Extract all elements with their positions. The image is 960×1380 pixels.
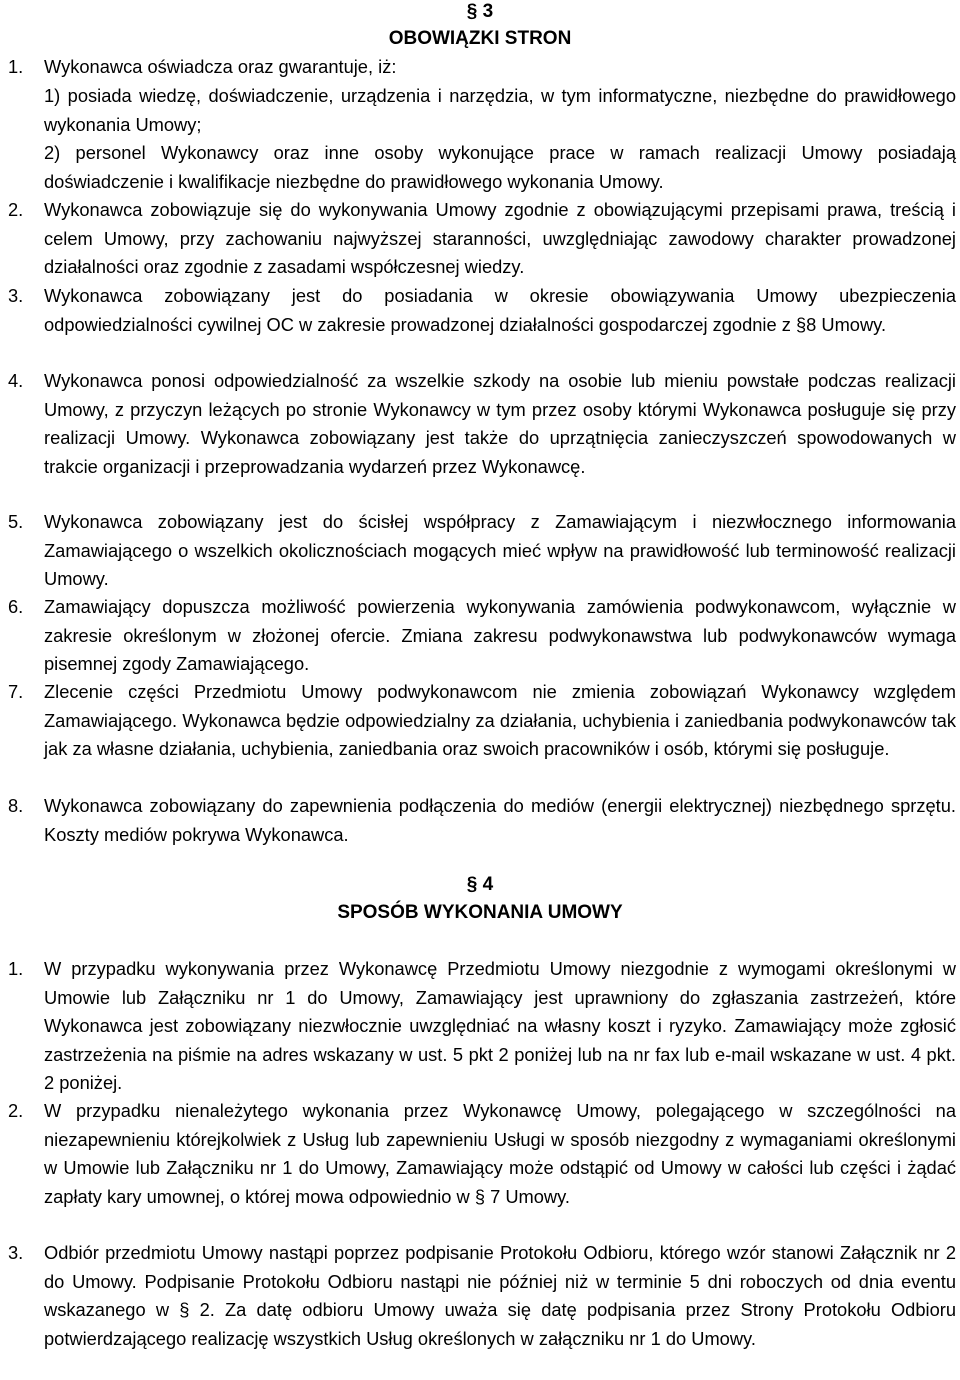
sub-item: 2) personel Wykonawcy oraz inne osoby wykonujące prace w ramach realizacji Umowy posiadają doświadczenie i kwalifikacje niezbędne do prawidłowego wykonania Umowy. (44, 142, 956, 192)
item-number: 1. (8, 56, 24, 77)
item-number: 6. (8, 596, 24, 617)
item-number: 3. (8, 1242, 24, 1263)
list-item (8, 593, 956, 679)
item-text: Odbiór przedmiotu Umowy nastąpi poprzez podpisanie Protokołu Odbioru, którego wzór stanowi Załącznik nr 2 do Umowy. Podpisanie Protokołu Odbioru nastąpi nie później niż w terminie 5 dni roboczych od dnia eventu wskazanego w § 2. Za datę odbioru Umowy uważa się datę podpisania przez Strony Protokołu Odbioru potwierdzającego realizację wszystkich Usług określonych w załączniku nr 1 do Umowy. (44, 1242, 956, 1349)
item-number: 8. (8, 795, 24, 816)
section-number: § 3 (466, 1, 494, 22)
list-item (8, 1097, 956, 1211)
item-text: W przypadku nienależytego wykonania przez Wykonawcę Umowy, polegającego w szczególności na niezapewnieniu którejkolwiek z Usług lub zapewnieniu Usługi w sposób niezgodny z wymaganiami określonymi w Umowie lub Załączniku nr 1 do Umowy, Zamawiający może odstąpić od Umowy w całości lub części i żądać zapłaty kary umownej, o której mowa odpowiednio w § 7 Umowy. (44, 1100, 956, 1207)
item-number: 2. (8, 1100, 24, 1121)
item-text: Zlecenie części Przedmiotu Umowy podwykonawcom nie zmienia zobowiązań Wykonawcy względem Zamawiającego. Wykonawca będzie odpowiedzialny za działania, uchybienia i zaniedbania podwykonawców tak jak za własne działania, uchybienia, zaniedbania oraz swoich pracowników i osób, którymi się posługuje. (44, 681, 956, 760)
item-number: 2. (8, 199, 24, 220)
item-text: Wykonawca ponosi odpowiedzialność za wszelkie szkody na osobie lub mieniu powstałe podczas realizacji Umowy, z przyczyn leżących po stronie Wykonawcy w tym przez osoby którymi Wykonawca posługuje się przy realizacji Umowy. Wykonawca zobowiązany jest także do uprzątnięcia zanieczyszczeń spowodowanych w trakcie organizacji i przeprowadzania wydarzeń przez Wykonawcę. (44, 370, 956, 477)
item-text: Zamawiający dopuszcza możliwość powierzenia wykonywania zamówienia podwykonawcom, wyłącznie w zakresie określonym w złożonej ofercie. Zmiana zakresu podwykonawstwa lub podwykonawców wymaga pisemnej zgody Zamawiającego. (44, 596, 956, 675)
item-text: W przypadku wykonywania przez Wykonawcę Przedmiotu Umowy niezgodnie z wymogami określonymi w Umowie lub Załączniku nr 1 do Umowy, Zamawiający jest uprawniony do zgłaszania zastrzeżeń, które Wykonawca jest zobowiązany niezwłocznie uwzględniać na własny koszt i ryzyko. Zamawiający może zgłosić zastrzeżenia na piśmie na adres wskazany w ust. 5 pkt 2 poniżej lub na nr fax lub e-mail wskazane w ust. 4 pkt. 2 poniżej. (44, 958, 956, 1094)
item-number: 1. (8, 958, 24, 979)
list-item (8, 53, 956, 82)
item-number: 4. (8, 370, 24, 391)
list-item (8, 508, 956, 594)
list-item (8, 1239, 956, 1353)
section-title: SPOSÓB WYKONANIA UMOWY (337, 902, 623, 923)
list-item (8, 955, 956, 1098)
item-text: Wykonawca zobowiązany jest do posiadania w okresie obowiązywania Umowy ubezpieczenia odpowiedzialności cywilnej OC w zakresie prowadzonej działalności gospodarczej zgodnie z §8 Umowy. (44, 285, 956, 335)
list-item (8, 282, 956, 339)
item-text: Wykonawca zobowiązuje się do wykonywania Umowy zgodnie z obowiązującymi przepisami prawa, treścią i celem Umowy, przy zachowaniu najwyższej staranności, uwzględniając zawodowy charakter prowadzonej działalności oraz zgodnie z zasadami współczesnej wiedzy. (44, 199, 956, 278)
item-number: 5. (8, 511, 24, 532)
section-title: OBOWIĄZKI STRON (388, 28, 572, 49)
item-number: 7. (8, 681, 24, 702)
item-text: Wykonawca oświadcza oraz gwarantuje, iż: (44, 56, 397, 77)
item-text: Wykonawca zobowiązany jest do ścisłej współpracy z Zamawiającym i niezwłocznego informowania Zamawiającego o wszelkich okolicznościach mogących mieć wpływ na prawidłowość lub terminowość realizacji Umowy. (44, 511, 956, 590)
list-item (8, 196, 956, 282)
item-number: 3. (8, 285, 24, 306)
section-number: § 4 (466, 874, 494, 895)
list-item (8, 792, 956, 849)
sub-item: 1) posiada wiedzę, doświadczenie, urządzenia i narzędzia, w tym informatyczne, niezbędne do prawidłowego wykonania Umowy; (44, 85, 956, 135)
item-text: Wykonawca zobowiązany do zapewnienia podłączenia do mediów (energii elektrycznej) niezbędnego sprzętu. Koszty mediów pokrywa Wykonawca. (44, 795, 956, 845)
list-item (8, 367, 956, 481)
list-item (8, 678, 956, 764)
